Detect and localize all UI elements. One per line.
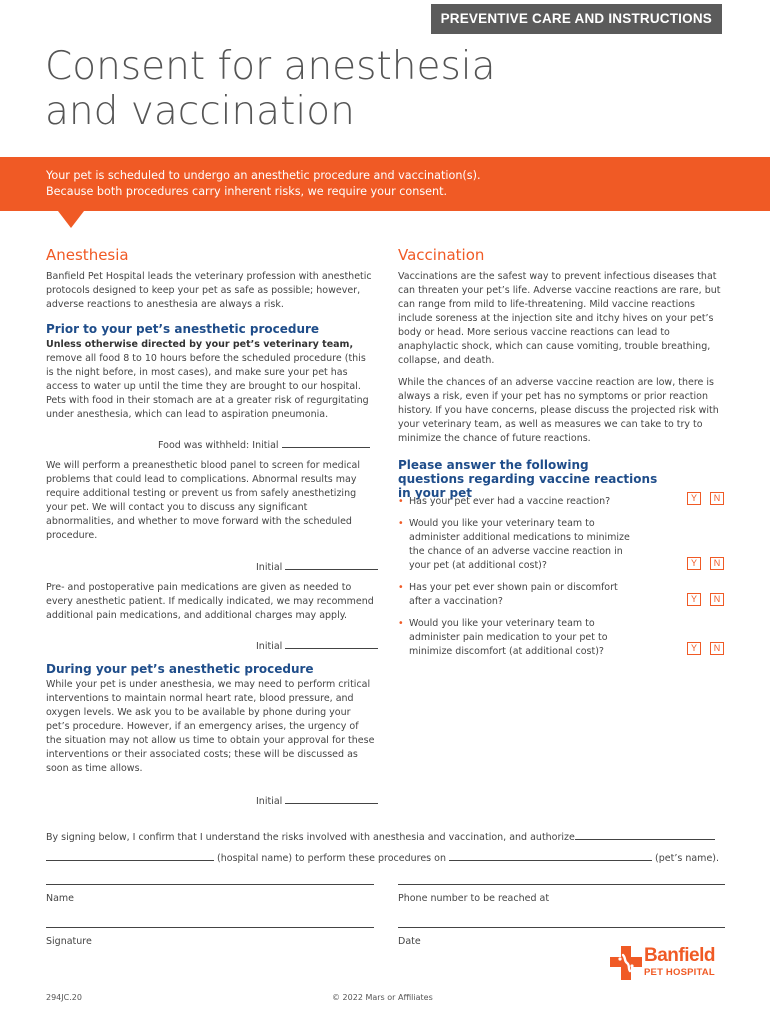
pain-meds-paragraph: Pre- and postoperative pain medications are given as needed to every anesthetic patient. If medically indicated, we may recommend additional pain medications, and additional charges may apply.	[46, 582, 374, 621]
authorize-line[interactable]	[575, 830, 715, 840]
name-label: Name	[46, 893, 75, 904]
no-checkbox[interactable]: N	[710, 642, 724, 655]
initial-label: Initial	[256, 562, 283, 573]
question-1-yn	[687, 492, 725, 506]
question-2: • Would you like your veterinary team to administer additional medications to minimize the chance of an adverse vaccine reaction in your pet (at additional cost)?	[398, 517, 643, 573]
pet-name-label: (pet’s name).	[655, 853, 720, 864]
no-checkbox[interactable]: N	[710, 593, 724, 606]
question-4-yn	[687, 642, 725, 656]
prior-bold: Unless otherwise directed by your pet’s veterinary team,	[46, 339, 354, 350]
banfield-logo	[610, 945, 730, 985]
blood-panel-initial-field[interactable]	[256, 560, 378, 573]
date-line[interactable]	[398, 927, 725, 928]
pet-name-input[interactable]	[449, 851, 652, 861]
anesthesia-intro: Banfield Pet Hospital leads the veterinary profession with anesthetic protocols designed to keep your pet as safe as possible; however, adverse reactions to anesthesia are always a risk.	[46, 271, 372, 310]
prior-heading: Prior to your pet’s anesthetic procedure	[46, 322, 320, 336]
vaccination-paragraph-2: While the chances of an adverse vaccine reaction are low, there is always a risk, even if your pet has no symptoms or prior reaction history. If you have concerns, please discuss the projected risk with your veterinary team, as well as measures we can take to try to minimize the chance of future reactions.	[398, 377, 719, 444]
food-initial-line[interactable]	[282, 438, 370, 448]
consent-line-1	[46, 830, 726, 843]
initial-line[interactable]	[285, 560, 378, 570]
initial-label: Initial	[256, 641, 283, 652]
signature-label: Signature	[46, 936, 92, 947]
banner-line-2: Because both procedures carry inherent risks, we require your consent.	[46, 185, 448, 198]
logo-subtitle: PET HOSPITAL	[644, 967, 715, 978]
form-code: 294JC.20	[46, 993, 82, 1002]
banfield-cross-icon	[610, 946, 642, 980]
vaccination-column	[398, 246, 724, 500]
section-tag: PREVENTIVE CARE AND INSTRUCTIONS	[431, 4, 722, 34]
blood-panel-paragraph: We will perform a preanesthetic blood panel to screen for medical problems that could lead to complications. Abnormal results may require additional testing or prevent us from safely anesthetizing your pet. We will contact you to discuss any significant abnormalities, and whether to move forward with the scheduled procedure.	[46, 460, 361, 541]
initial-line[interactable]	[285, 639, 378, 649]
food-initial-label: Food was withheld: Initial	[158, 440, 279, 451]
question-1: • Has your pet ever had a vaccine reaction?	[398, 495, 643, 509]
hospital-name-label: (hospital name) to perform these procedures on	[217, 853, 446, 864]
name-line[interactable]	[46, 884, 374, 885]
phone-label: Phone number to be reached at	[398, 893, 550, 904]
initial-label: Initial	[256, 796, 283, 807]
phone-line[interactable]	[398, 884, 725, 885]
initial-line[interactable]	[285, 794, 378, 804]
anesthesia-heading: Anesthesia	[46, 246, 129, 264]
banner-notch	[58, 211, 84, 228]
yes-checkbox[interactable]: Y	[687, 642, 701, 655]
yes-checkbox[interactable]: Y	[687, 593, 701, 606]
title-line-1: Consent for anesthesia	[45, 44, 496, 89]
consent-line-2	[46, 851, 726, 864]
question-4: • Would you like your veterinary team to administer pain medication to your pet to minimize discomfort (at additional cost)?	[398, 617, 643, 659]
yes-checkbox[interactable]: Y	[687, 492, 701, 505]
prior-paragraph	[46, 338, 376, 422]
question-2-yn	[687, 557, 725, 571]
consent-sentence: By signing below, I confirm that I understand the risks involved with anesthesia and vaccination, and authorize	[46, 832, 575, 843]
copyright: © 2022 Mars or Affiliates	[332, 993, 433, 1002]
during-initial-field[interactable]	[256, 794, 378, 807]
prior-text: remove all food 8 to 10 hours before the scheduled procedure (this is the night before, in most cases), and make sure your pet has access to water up until the time they are brought to our hospital. Pets with food in their stomach are at a greater risk of regurgitating under anesthesia, which can lead to aspiration pneumonia.	[46, 353, 369, 420]
hospital-name-input[interactable]	[46, 851, 214, 861]
signature-line[interactable]	[46, 927, 374, 928]
food-initial-field[interactable]	[158, 438, 370, 451]
page-title	[45, 44, 496, 134]
during-heading: During your pet’s anesthetic procedure	[46, 662, 314, 676]
banner-line-1: Your pet is scheduled to undergo an anesthetic procedure and vaccination(s).	[46, 169, 481, 182]
no-checkbox[interactable]: N	[710, 557, 724, 570]
title-line-2: and vaccination	[45, 89, 355, 134]
question-3: • Has your pet ever shown pain or discomfort after a vaccination?	[398, 581, 643, 609]
yes-checkbox[interactable]: Y	[687, 557, 701, 570]
vaccination-paragraph-1: Vaccinations are the safest way to prevent infectious diseases that can threaten your pet’s life. Adverse vaccine reactions are rare, but can range from mild to life-threatening. Mild vaccine reactions include soreness at the injection site and itchy hives on your pet’s body or head. More serious vaccine reactions can lead to anaphylactic shock, which can cause vomiting, trouble breathing, collapse, and death.	[398, 271, 721, 366]
banner-text	[46, 168, 481, 200]
pain-meds-initial-field[interactable]	[256, 639, 378, 652]
logo-wordmark: Banfield	[644, 945, 715, 966]
question-3-yn	[687, 593, 725, 607]
date-label: Date	[398, 936, 421, 947]
no-checkbox[interactable]: N	[710, 492, 724, 505]
questions-heading: Please answer the following questions regarding vaccine reactions in your pet	[398, 458, 658, 500]
anesthesia-column	[46, 246, 376, 422]
vaccination-heading: Vaccination	[398, 246, 485, 264]
during-paragraph: While your pet is under anesthesia, we may need to perform critical interventions to maintain normal heart rate, blood pressure, and oxygen levels. We ask you to be available by phone during your pet’s procedure. However, if an emergency arises, the urgency of the situation may not allow us time to obtain your approval for these interventions or their associated costs; these will be discussed as soon as time allows.	[46, 679, 375, 774]
consent-statement	[46, 830, 726, 864]
